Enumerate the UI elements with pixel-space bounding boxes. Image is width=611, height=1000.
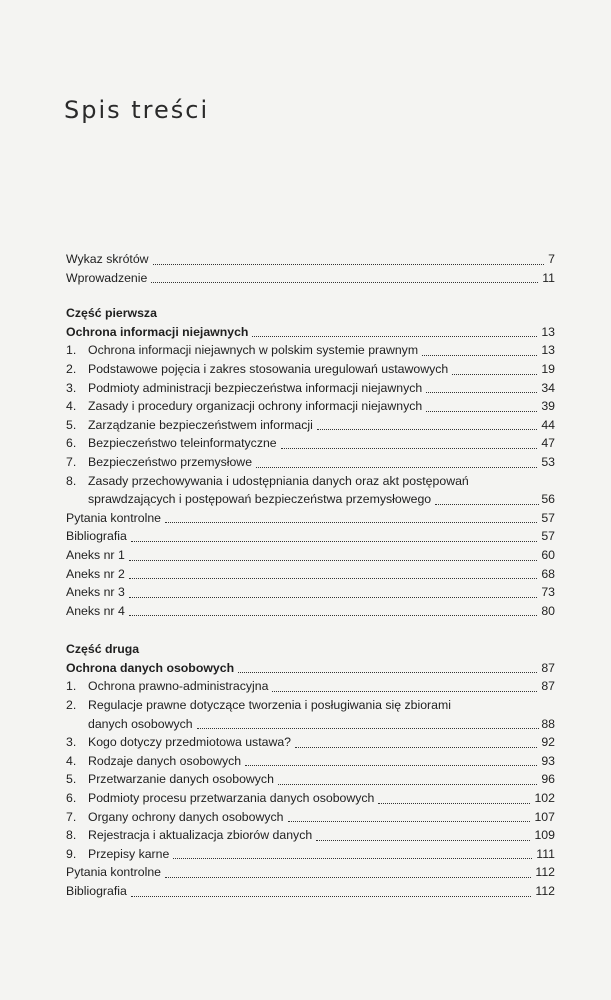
toc-entry-title-line2: sprawdzających i postępowań bezpieczeństwa przemysłowego <box>88 490 433 509</box>
chapter-number: 1. <box>66 679 77 694</box>
toc-entry-page: 87 <box>541 660 555 675</box>
dot-leader <box>238 672 537 673</box>
toc-entry-page: 13 <box>541 324 555 339</box>
dot-leader <box>278 784 537 785</box>
toc-entry-title: Organy ochrony danych osobowych <box>88 808 286 827</box>
dot-leader <box>316 840 530 841</box>
chapter-number: 6. <box>66 436 77 451</box>
chapter-number: 4. <box>66 399 77 414</box>
toc-entry-introduction <box>66 269 555 288</box>
toc-entry-page: 7 <box>548 252 555 266</box>
dot-leader <box>131 541 537 542</box>
dot-leader <box>165 877 531 878</box>
toc-entry-page: 80 <box>541 603 555 618</box>
toc-entry-page: 112 <box>535 884 555 898</box>
chapter-number: 4. <box>66 753 77 768</box>
toc-entry-page: 102 <box>534 791 555 806</box>
toc-entry-page: 73 <box>541 585 555 600</box>
toc-entry-page: 111 <box>536 846 555 861</box>
toc-chapter <box>66 733 555 752</box>
dot-leader <box>131 896 532 897</box>
dot-leader <box>295 747 537 748</box>
toc-entry-title: Zasady i procedury organizacji ochrony informacji niejawnych <box>88 397 424 416</box>
part1-heading <box>66 323 555 342</box>
toc-entry-title: Przepisy karne <box>88 845 171 864</box>
toc-chapter <box>66 341 555 360</box>
toc-entry <box>66 565 555 584</box>
toc-entry-title: Kogo dotyczy przedmiotowa ustawa? <box>88 733 293 752</box>
toc-chapter <box>66 808 555 827</box>
toc-chapter <box>66 434 555 453</box>
toc-entry <box>66 602 555 621</box>
toc-entry-title-line2: danych osobowych <box>88 715 195 734</box>
chapter-number: 5. <box>66 417 77 432</box>
toc-entry-title: Ochrona informacji niejawnych w polskim systemie prawnym <box>88 341 420 360</box>
toc-chapter <box>66 397 555 416</box>
toc-chapter <box>66 677 555 696</box>
toc-entry-page: 112 <box>535 865 555 880</box>
toc-entry-title: Rodzaje danych osobowych <box>88 752 243 771</box>
toc-chapter <box>66 360 555 379</box>
toc-entry-title: Bezpieczeństwo teleinformatyczne <box>88 434 279 453</box>
toc-entry-title: Aneks nr 4 <box>66 602 127 621</box>
dot-leader <box>129 615 538 616</box>
toc-entry-title: Podstawowe pojęcia i zakres stosowania uregulowań ustawowych <box>88 360 450 379</box>
toc-entry-title: Bezpieczeństwo przemysłowe <box>88 453 254 472</box>
toc-entry-page: 13 <box>541 343 555 358</box>
toc-entry-page: 11 <box>542 270 555 285</box>
dot-leader <box>281 448 538 449</box>
dot-leader <box>317 429 537 430</box>
chapter-number: 6. <box>66 791 77 806</box>
dot-leader <box>435 504 539 505</box>
toc-entry-title: Wprowadzenie <box>66 269 149 288</box>
toc-entry-page: 44 <box>541 417 555 432</box>
part1-label: Część pierwsza <box>66 306 157 321</box>
toc-entry-page: 19 <box>541 361 555 376</box>
toc-chapter <box>66 770 555 789</box>
toc-entry <box>66 583 555 602</box>
chapter-number: 3. <box>66 735 77 750</box>
toc-entry-title: Bibliografia <box>66 882 129 901</box>
toc-entry-title: Pytania kontrolne <box>66 509 163 528</box>
toc-entry-title: Podmioty procesu przetwarzania danych osobowych <box>88 789 376 808</box>
toc-entry <box>66 863 555 882</box>
chapter-number: 7. <box>66 454 77 469</box>
toc-entry-title: Pytania kontrolne <box>66 863 163 882</box>
toc-chapter <box>66 416 555 435</box>
toc-entry-page: 88 <box>541 716 555 731</box>
dot-leader <box>252 336 537 337</box>
toc-entry-page: 34 <box>541 380 555 395</box>
toc-entry <box>66 882 555 901</box>
toc-entry <box>66 509 555 528</box>
dot-leader <box>165 522 537 523</box>
toc-chapter <box>66 752 555 771</box>
chapter-number: 2. <box>66 361 77 376</box>
toc-chapter <box>66 789 555 808</box>
toc-chapter-multiline <box>66 696 555 733</box>
toc-entry-title: Przetwarzanie danych osobowych <box>88 770 276 789</box>
toc-chapter <box>66 379 555 398</box>
dot-leader <box>256 467 537 468</box>
toc-entry-title-line1: Zasady przechowywania i udostępniania danych oraz akt postępowań <box>88 473 469 488</box>
toc-entry-title: Wykaz skrótów <box>66 250 151 269</box>
toc-chapter-multiline <box>66 472 555 509</box>
part2-heading <box>66 659 555 678</box>
chapter-number: 5. <box>66 772 77 787</box>
toc-entry-title: Ochrona danych osobowych <box>66 659 236 678</box>
toc-entry-title: Podmioty administracji bezpieczeństwa informacji niejawnych <box>88 379 424 398</box>
toc-entry-abbreviations <box>66 250 555 269</box>
toc-entry-page: 60 <box>541 547 555 562</box>
dot-leader <box>426 411 537 412</box>
chapter-number: 8. <box>66 828 77 843</box>
dot-leader <box>173 858 532 859</box>
toc-entry-page: 92 <box>541 735 555 750</box>
toc-chapter <box>66 826 555 845</box>
dot-leader <box>288 821 531 822</box>
dot-leader <box>129 560 538 561</box>
chapter-number: 7. <box>66 809 77 824</box>
toc-entry-title: Ochrona prawno-administracyjna <box>88 677 270 696</box>
toc-entry-page: 109 <box>534 828 555 843</box>
toc-entry <box>66 546 555 565</box>
dot-leader <box>422 355 537 356</box>
toc-entry-title: Ochrona informacji niejawnych <box>66 323 250 342</box>
toc-entry-page: 57 <box>541 510 555 525</box>
dot-leader <box>153 264 545 265</box>
chapter-number: 9. <box>66 846 77 861</box>
toc-chapter <box>66 845 555 864</box>
dot-leader <box>245 765 537 766</box>
toc-entry-page: 57 <box>541 529 555 544</box>
dot-leader <box>426 392 537 393</box>
toc-entry-title: Aneks nr 1 <box>66 546 127 565</box>
toc-entry-page: 87 <box>541 679 555 694</box>
dot-leader <box>378 803 530 804</box>
toc-entry-page: 39 <box>541 399 555 414</box>
toc-entry-title: Aneks nr 2 <box>66 565 127 584</box>
page-title: Spis treści <box>64 96 210 124</box>
toc-entry-page: 96 <box>541 772 555 787</box>
chapter-number: 8. <box>66 473 77 488</box>
toc-entry-title: Rejestracja i aktualizacja zbiorów danych <box>88 826 314 845</box>
toc-entry-page: 93 <box>541 753 555 768</box>
toc-entry-title: Bibliografia <box>66 527 129 546</box>
toc-entry-page: 56 <box>541 492 555 507</box>
dot-leader <box>452 374 537 375</box>
toc-entry-page: 68 <box>541 566 555 581</box>
dot-leader <box>197 728 540 729</box>
dot-leader <box>129 597 538 598</box>
chapter-number: 3. <box>66 380 77 395</box>
table-of-contents <box>66 250 555 901</box>
dot-leader <box>129 578 538 579</box>
dot-leader <box>151 282 538 283</box>
toc-entry <box>66 527 555 546</box>
toc-entry-page: 53 <box>541 454 555 469</box>
toc-entry-page: 107 <box>534 809 555 824</box>
chapter-number: 1. <box>66 343 77 358</box>
toc-entry-title-line1: Regulacje prawne dotyczące tworzenia i posługiwania się zbiorami <box>88 698 451 713</box>
toc-chapter <box>66 453 555 472</box>
toc-entry-title: Aneks nr 3 <box>66 583 127 602</box>
part2-label: Część druga <box>66 642 140 657</box>
dot-leader <box>272 691 537 692</box>
toc-entry-page: 47 <box>541 436 555 451</box>
chapter-number: 2. <box>66 698 77 713</box>
toc-entry-title: Zarządzanie bezpieczeństwem informacji <box>88 416 315 435</box>
